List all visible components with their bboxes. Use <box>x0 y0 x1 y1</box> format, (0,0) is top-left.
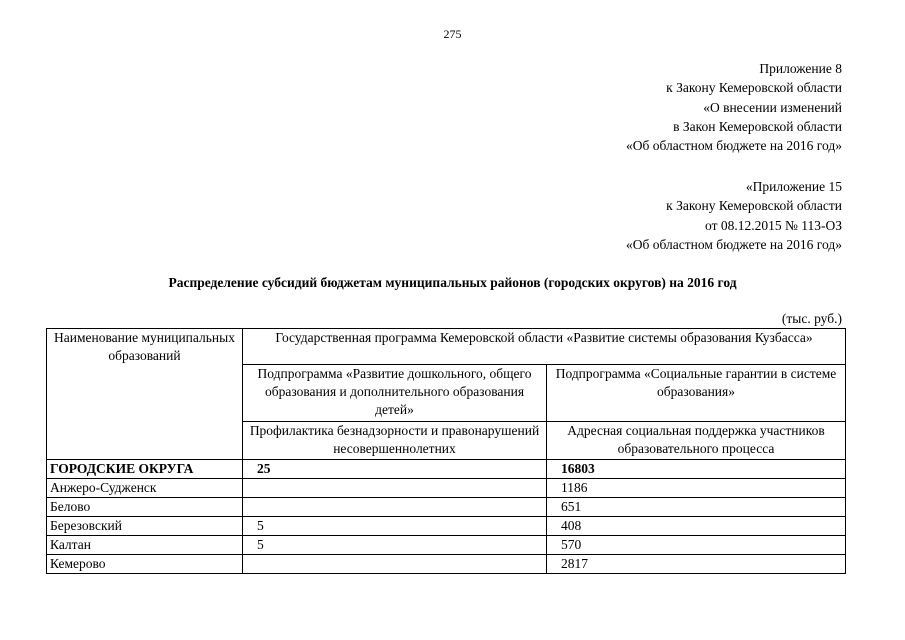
row-value-1: 25 <box>243 460 547 479</box>
row-name: Березовский <box>47 517 243 536</box>
row-name: Калтан <box>47 536 243 555</box>
row-value-2: 651 <box>547 498 846 517</box>
row-name: Кемерово <box>47 555 243 574</box>
appendix-8-line: в Закон Кемеровской области <box>673 118 842 134</box>
row-value-2: 16803 <box>547 460 846 479</box>
page-number: 275 <box>443 27 462 41</box>
row-value-2: 2817 <box>547 555 846 574</box>
appendix-15-line: к Закону Кемеровской области <box>666 198 842 214</box>
appendix-8-line: к Закону Кемеровской области <box>666 80 842 96</box>
table-row <box>47 536 846 555</box>
header-municipality-name: Наименование муниципальных образований <box>47 329 243 460</box>
row-value-1: 5 <box>243 536 547 555</box>
header-subprogram-2: Подпрограмма «Социальные гарантии в системе образования» <box>547 365 846 422</box>
table-row <box>47 555 846 574</box>
subsidies-table <box>46 328 846 574</box>
row-value-1 <box>243 479 547 498</box>
row-value-1 <box>243 498 547 517</box>
row-value-1: 5 <box>243 517 547 536</box>
appendix-15-line: «Приложение 15 <box>745 179 842 194</box>
header-subprogram-1: Подпрограмма «Развитие дошкольного, общего образования и дополнительного образования детей» <box>243 365 547 422</box>
appendix-15-line: «Об областном бюджете на 2016 год» <box>626 236 842 252</box>
document-title: Распределение субсидий бюджетам муниципальных районов (городских округов) на 2016 год <box>168 275 737 290</box>
row-name: Анжеро-Судженск <box>47 479 243 498</box>
appendix-15-line: от 08.12.2015 № 113-ОЗ <box>705 217 842 233</box>
table-row <box>47 460 846 479</box>
appendix-8-line: «О внесении изменений <box>703 99 842 115</box>
row-name: Белово <box>47 498 243 517</box>
row-name: ГОРОДСКИЕ ОКРУГА <box>47 460 243 479</box>
table-row <box>47 479 846 498</box>
row-value-1 <box>243 555 547 574</box>
table-row <box>47 498 846 517</box>
row-value-2: 408 <box>547 517 846 536</box>
header-activity-2: Адресная социальная поддержка участников образовательного процесса <box>547 422 846 460</box>
row-value-2: 570 <box>547 536 846 555</box>
appendix-8-line: Приложение 8 <box>759 61 842 76</box>
appendix-15-block <box>626 177 842 254</box>
units-label: (тыс. руб.) <box>781 311 842 326</box>
row-value-2: 1186 <box>547 479 846 498</box>
appendix-8-line: «Об областном бюджете на 2016 год» <box>626 138 842 154</box>
header-state-program: Государственная программа Кемеровской области «Развитие системы образования Кузбасса» <box>243 329 846 365</box>
table-row <box>47 517 846 536</box>
table-header-row <box>47 329 846 365</box>
appendix-8-block <box>626 59 842 155</box>
header-activity-1: Профилактика безнадзорности и правонарушений несовершеннолетних <box>243 422 547 460</box>
